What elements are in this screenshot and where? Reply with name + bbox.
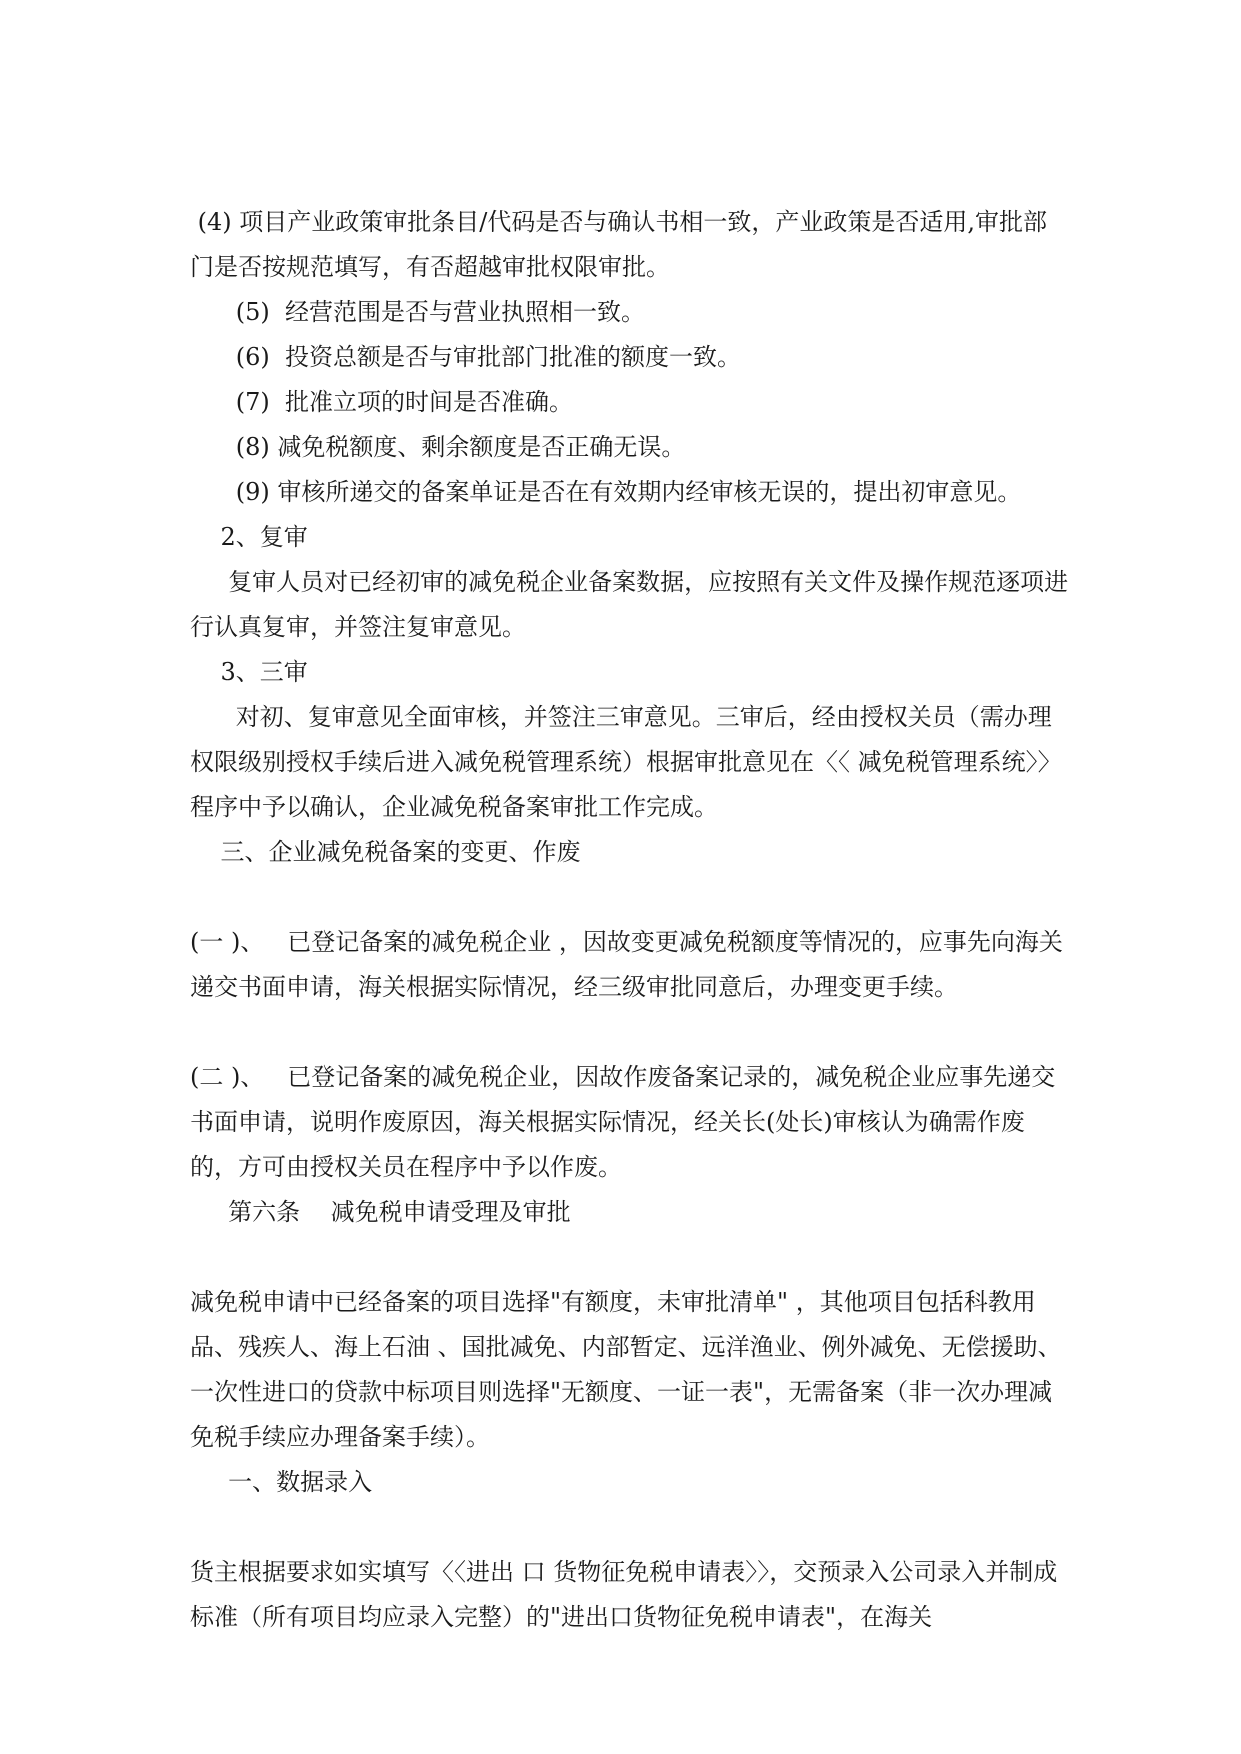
paragraph-second-review: 复审人员对已经初审的减免税企业备案数据，应按照有关文件及操作规范逐项进行认真复审，并签注复审意见。: [190, 568, 1069, 641]
blank-line: [190, 875, 1070, 920]
heading-third-review: 3、三审: [190, 658, 308, 686]
blank-line: [190, 1235, 1070, 1280]
paragraph-cancel: (二 )、 已登记备案的减免税企业，因故作废备案记录的，减免税企业应事先递交书面申请，说明作废原因，海关根据实际情况，经关长(处长)审核认为确需作废的，方可由授权关员在程序中予以作废。: [190, 1063, 1056, 1181]
heading-data-entry: 一、数据录入: [190, 1468, 373, 1496]
paragraph-review-item-9: (9) 审核所递交的备案单证是否在有效期内经审核无误的，提出初审意见。: [190, 478, 1022, 506]
paragraph-third-review: 对初、复审意见全面审核，并签注三审意见。三审后，经由授权关员（需办理权限级别授权手续后进入减免税管理系统）根据审批意见在〈〈 减免税管理系统〉〉程序中予以确认，企业减免税备案审批工作完成。: [190, 703, 1062, 821]
paragraph-application: 减免税申请中已经备案的项目选择"有额度，未审批清单" ，其他项目包括科教用品、残疾人、海上石油 、国批减免、内部暂定、远洋渔业、例外减免、无偿援助、一次性进口的贷款中标项目则选择"无额度、一证一表"，无需备案（非一次办理减免税手续应办理备案手续）。: [190, 1288, 1062, 1451]
heading-second-review: 2、复审: [190, 523, 308, 551]
paragraph-review-item-7: (7) 批准立项的时间是否准确。: [190, 388, 574, 416]
paragraph-review-item-4: (4) 项目产业政策审批条目/代码是否与确认书相一致，产业政策是否适用,审批部门是否按规范填写，有否超越审批权限审批。: [190, 208, 1047, 281]
paragraph-change: (一 )、 已登记备案的减免税企业 ，因故变更减免税额度等情况的，应事先向海关递交书面申请，海关根据实际情况，经三级审批同意后，办理变更手续。: [190, 928, 1063, 1001]
paragraph-review-item-6: (6) 投资总额是否与审批部门批准的额度一致。: [190, 343, 742, 371]
document-body: [190, 200, 1070, 1640]
blank-line: [190, 1010, 1070, 1055]
paragraph-data-entry: 货主根据要求如实填写〈〈进出 口 货物征免税申请表〉〉，交预录入公司录入并制成标准（所有项目均应录入完整）的"进出口货物征免税申请表"，在海关: [190, 1558, 1058, 1631]
heading-article-six: 第六条 减免税申请受理及审批: [190, 1198, 571, 1226]
paragraph-review-item-8: (8) 减免税额度、剩余额度是否正确无误。: [190, 433, 686, 461]
heading-change-cancel: 三、企业减免税备案的变更、作废: [190, 838, 581, 866]
blank-line: [190, 1505, 1070, 1550]
paragraph-review-item-5: (5) 经营范围是否与营业执照相一致。: [190, 298, 646, 326]
